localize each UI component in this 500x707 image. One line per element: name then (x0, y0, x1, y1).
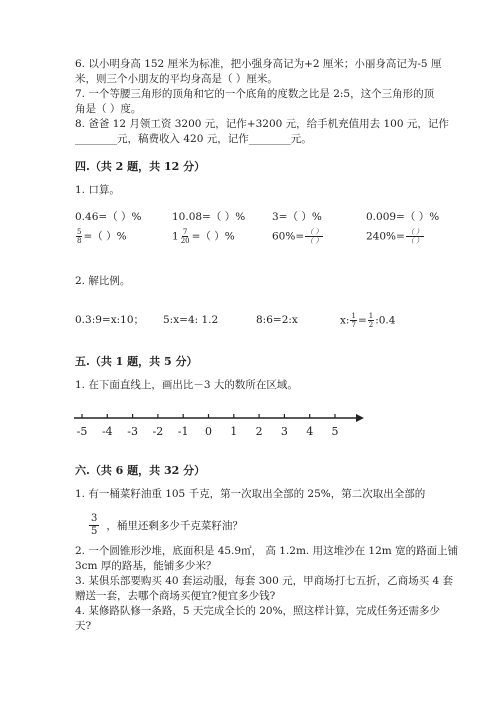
number-line-label: -2 (152, 425, 164, 438)
section-6-title: 六.（共 6 题，共 32 分） (75, 464, 206, 477)
oral-calc-item-4: 0.009=（ ）% (366, 211, 440, 223)
number-line-label: 1 (230, 425, 238, 438)
number-line (70, 405, 370, 445)
number-line-label: -3 (127, 425, 138, 438)
q7-line2: 角是（ ）度。 (75, 103, 142, 115)
fraction: $\frac{1}{2}$ (368, 312, 374, 329)
section-6-q4-line1: 4. 某修路队修一条路，5 天完成全长的 20%，照这样计算，完成任务还需多少 (75, 605, 441, 617)
proportion-item-3: 8:6=2:x (256, 314, 298, 326)
q7-line1: 7. 一个等腰三角形的顶角和它的一个底角的度数之比是 2:5，这个三角形的顶 (75, 88, 435, 100)
q6-line2: 米，则三个小朋友的平均身高是（ ）厘米。 (75, 73, 278, 85)
fraction: $\frac{( )}{( )}$ (306, 228, 323, 245)
proportion-item-1: 0.3:9=x:10； (75, 314, 145, 326)
oral-calc-label: 1. 口算。 (75, 184, 120, 196)
section-6-q1-line2: $\frac{3}{5}$ ，桶里还剩多少千克菜籽油？ (91, 513, 243, 537)
number-line-label: 0 (205, 425, 212, 438)
proportion-item-2: 5:x=4: 1.2 (163, 314, 219, 326)
number-line-label: 2 (255, 425, 263, 438)
oral-calc-item-1: 0.46=（ ）% (75, 211, 142, 223)
section-6-q3-line1: 3. 某俱乐部要购买 40 套运动服，每套 300 元，甲商场打七五折，乙商场买 4 套 (75, 575, 453, 587)
oral-calc-item-2: 10.08=（ ）% (172, 211, 246, 223)
section-6-q3-line2: 赠送一套，去哪个商场买便宜?便宜多少钱? (75, 590, 276, 602)
fraction: $\frac{5}{8}$ (77, 228, 82, 245)
number-line-label: 5 (331, 425, 339, 438)
number-line-label: -5 (76, 425, 88, 438)
oral-calc-item-8: 240%= $\frac{( )}{( )}$ (366, 228, 424, 245)
fraction: $\frac{3}{5}$ (91, 513, 98, 537)
section-6-q4-line2: 天? (75, 620, 92, 632)
oral-calc-item-6: 1 $\frac{7}{20}$ =（ ）% (172, 228, 235, 245)
q8-line2: ________元，稿费收入 420 元，记作________元。 (75, 133, 312, 145)
q6-line1: 6. 以小明身高 152 厘米为标准，把小强身高记为+2 厘米；小丽身高记为-5 厘 (75, 58, 442, 70)
arrow-right-icon (356, 414, 364, 422)
number-line-label: 4 (306, 425, 314, 438)
oral-calc-item-7: 60%= $\frac{( )}{( )}$ (272, 228, 323, 245)
fraction: $\frac{7}{20}$ (180, 228, 190, 245)
number-line-label: 3 (280, 425, 288, 438)
proportion-item-4: x: $\frac{1}{7}$ = $\frac{1}{2}$ :0.4 (340, 312, 396, 329)
oral-calc-item-5: $\frac{5}{8}$ =（ ）% (77, 228, 127, 245)
q8-line1: 8. 爸爸 12 月领工资 3200 元，记作+3200 元，给手机充值用去 100 元，记作 (75, 118, 449, 130)
section-5-title: 五.（共 1 题，共 5 分） (75, 355, 198, 368)
section-6-q1-line1: 1. 有一桶菜籽油重 105 千克，第一次取出全部的 25%，第二次取出全部的 (75, 488, 426, 500)
number-line-label: -4 (101, 425, 113, 438)
number-line-label: -1 (177, 425, 189, 438)
section-4-title: 四.（共 2 题，共 12 分） (75, 160, 206, 173)
section-5-question-1: 1. 在下面直线上，画出比－3 大的数所在区域。 (75, 379, 298, 391)
fraction: $\frac{1}{7}$ (351, 312, 356, 329)
section-6-q2-line1: 2. 一个圆锥形沙堆，底面积是 45.9㎡， 高 1.2m. 用这堆沙在 12m 宽的路面上铺 (75, 545, 459, 557)
oral-calc-item-3: 3=（ ）% (272, 211, 322, 223)
section-6-q2-line2: 3cm 厚的路基，能铺多少米？ (75, 560, 217, 572)
proportion-label: 2. 解比例。 (75, 275, 131, 287)
fraction: $\frac{( )}{( )}$ (406, 228, 424, 245)
